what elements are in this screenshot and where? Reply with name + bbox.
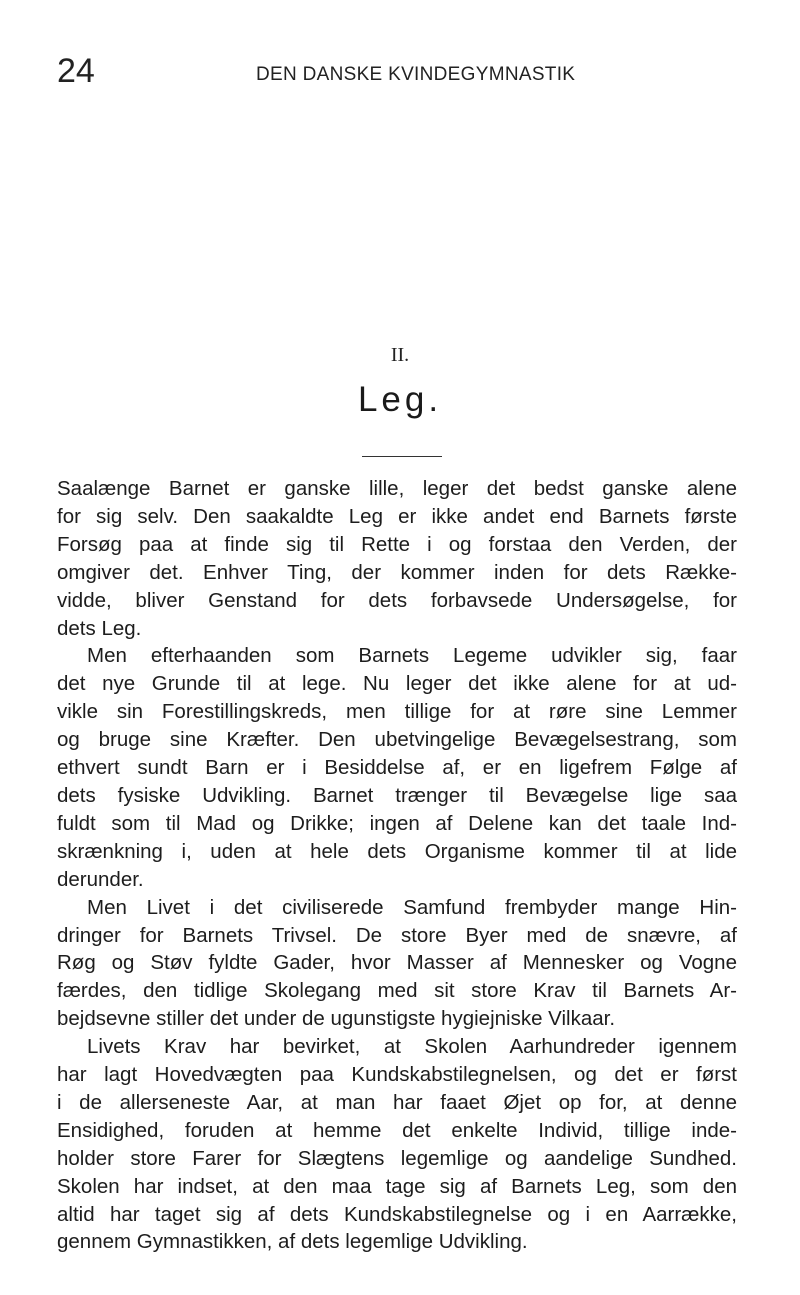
text-line: og bruge sine Kræfter. Den ubetvingelige Bevægelsestrang, som <box>57 728 737 752</box>
text-line: skrænkning i, uden at hele dets Organisme kommer til at lide <box>57 839 737 863</box>
text-line: ethvert sundt Barn er i Besiddelse af, er en ligefrem Følge af <box>57 756 737 780</box>
text-line: har lagt Hovedvægten paa Kundskabstilegnelsen, og det er først <box>57 1063 737 1087</box>
text-line: vidde, bliver Genstand for dets forbavsede Undersøgelse, for <box>57 588 737 612</box>
text-line: gennem Gymnastikken, af dets legemlige Udvikling. <box>57 1230 528 1254</box>
body-text <box>57 475 737 1256</box>
running-head: DEN DANSKE KVINDEGYMNASTIK <box>256 64 576 85</box>
text-line: i de allerseneste Aar, at man har faaet Øjet op for, at denne <box>57 1090 737 1114</box>
text-line: altid har taget sig af dets Kundskabstilegnelse og i en Aarrække, <box>57 1202 737 1226</box>
text-line: Skolen har indset, at den maa tage sig af Barnets Leg, som den <box>57 1174 737 1198</box>
text-line: Men efterhaanden som Barnets Legeme udvikler sig, faar <box>87 644 737 668</box>
text-line: for sig selv. Den saakaldte Leg er ikke andet end Barnets første <box>57 504 737 528</box>
chapter-title: Leg. <box>357 380 443 419</box>
text-line: Saalænge Barnet er ganske lille, leger det bedst ganske alene <box>57 477 737 500</box>
text-line: dringer for Barnets Trivsel. De store Byer med de snævre, af <box>57 923 737 947</box>
text-line: færdes, den tidlige Skolegang med sit store Krav til Barnets Ar- <box>57 979 737 1003</box>
text-line: Livets Krav har bevirket, at Skolen Aarhundreder igennem <box>87 1035 737 1059</box>
chapter-number: II. <box>390 344 410 366</box>
paragraph <box>57 894 737 1034</box>
paragraph <box>57 475 737 642</box>
paragraph <box>57 642 737 893</box>
text-line: Røg og Støv fyldte Gader, hvor Masser af Mennesker og Vogne <box>57 951 737 975</box>
text-line: omgiver det. Enhver Ting, der kommer inden for dets Række- <box>57 560 737 584</box>
text-line: dets fysiske Udvikling. Barnet trænger til Bevægelse lige saa <box>57 783 737 807</box>
text-line: Forsøg paa at finde sig til Rette i og forstaa den Verden, der <box>57 532 737 556</box>
text-line: det nye Grunde til at lege. Nu leger det ikke alene for at ud- <box>57 672 737 696</box>
text-line: fuldt som til Mad og Drikke; ingen af Delene kan det taale Ind- <box>57 811 737 835</box>
title-divider <box>362 456 442 457</box>
text-line: holder store Farer for Slægtens legemlige og aandelige Sundhed. <box>57 1146 737 1170</box>
text-line: Men Livet i det civiliserede Samfund frembyder mange Hin- <box>87 895 737 919</box>
text-line: vikle sin Forestillingskreds, men tillige for at røre sine Lemmer <box>57 700 737 724</box>
text-line: bejdsevne stiller det under de ugunstigste hygiejniske Vilkaar. <box>57 1007 616 1031</box>
page-number: 24 <box>57 52 95 90</box>
text-line: derunder. <box>57 867 144 891</box>
text-line: dets Leg. <box>57 616 142 640</box>
text-line: Ensidighed, foruden at hemme det enkelte Individ, tillige inde- <box>57 1118 737 1142</box>
paragraph <box>57 1033 737 1256</box>
